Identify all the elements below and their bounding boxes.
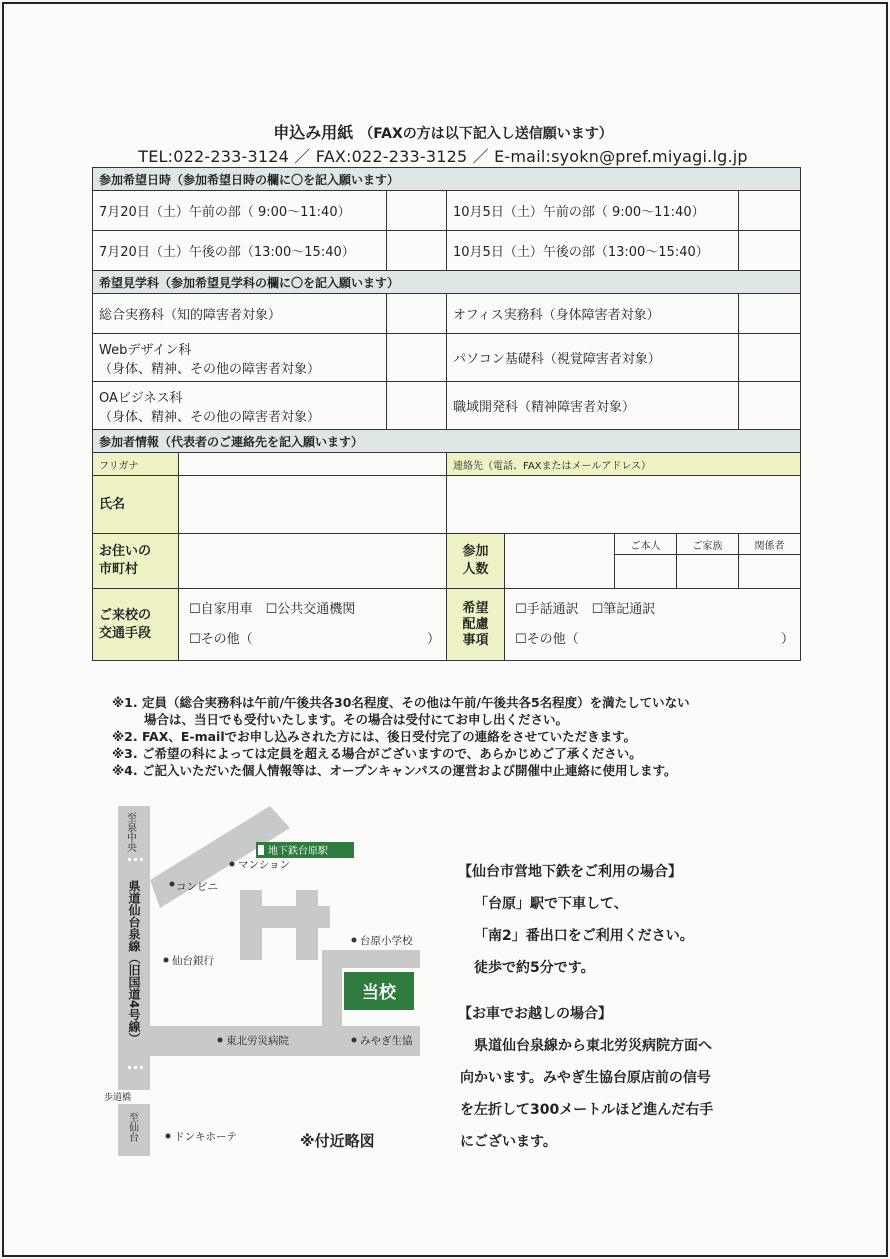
close-paren: ） (426, 631, 440, 647)
note-item: ※3. ご希望の科によっては定員を超える場合がございますので、あらかじめご了承ください。 (112, 746, 642, 761)
course-option (93, 382, 387, 430)
course-checkbox[interactable] (739, 294, 801, 334)
to-sendai-label: 至仙台 (126, 1112, 138, 1142)
map-caption: ※付近略図 (300, 1132, 375, 1150)
course-option (93, 334, 387, 382)
city-label-line: お住いの (99, 544, 152, 559)
accommodation-options[interactable] (505, 589, 801, 661)
date-checkbox[interactable] (739, 191, 801, 231)
city-label (93, 534, 179, 589)
title-note: （FAXの方は以下記入し送信願います） (359, 126, 613, 142)
course-option: 職域開発科（精神障害者対象） (447, 382, 739, 430)
count-family-field[interactable] (677, 555, 739, 589)
accommodation-other-row[interactable] (515, 625, 794, 655)
city-label-line: 市町村 (99, 562, 139, 577)
course-name: Webデザイン科 (99, 342, 192, 358)
date-checkbox[interactable] (387, 231, 447, 271)
accom-label-line: 事項 (462, 632, 489, 648)
course-option: オフィス実務科（身体障害者対象） (447, 294, 739, 334)
furigana-field[interactable] (179, 453, 447, 476)
subway-line: 「台原」駅で下車して、 (474, 896, 628, 912)
date-option: 10月5日（土）午後の部（13:00～15:40） (447, 231, 739, 271)
transport-label-line: 交通手段 (99, 625, 152, 641)
course-target: （身体、精神、その他の障害者対象） (99, 409, 321, 425)
date-checkbox[interactable] (739, 231, 801, 271)
transport-label (93, 589, 179, 661)
course-checkbox[interactable] (387, 294, 447, 334)
contact-info-label: 連絡先（電話、FAXまたはメールアドレス） (447, 453, 801, 476)
city-field[interactable] (179, 534, 447, 589)
car-line: 向かいます。みやぎ生協台原店前の信号 (460, 1070, 711, 1086)
form-title (0, 120, 886, 143)
participant-section-header: 参加者情報（代表者のご連絡先を記入願います） (93, 430, 801, 453)
name-label: 氏名 (93, 476, 179, 534)
close-paren: ） (781, 631, 795, 647)
accommodation-label (447, 589, 505, 661)
course-checkbox[interactable] (739, 334, 801, 382)
date-option: 7月20日（土）午後の部（13:00～15:40） (93, 231, 387, 271)
hospital-label: 東北労災病院 (226, 1035, 289, 1047)
accommodation-other-option[interactable]: ☐その他（ (515, 631, 579, 647)
to-izumi-label: 至泉中央 (124, 812, 136, 852)
course-option: 総合実務科（知的障害者対象） (93, 294, 387, 334)
side-road (240, 906, 330, 928)
count-col-related: 関係者 (739, 534, 801, 555)
subway-heading: 【仙台市営地下鉄をご利用の場合】 (458, 864, 682, 880)
donki-label: ドンキホーテ (174, 1131, 237, 1143)
name-field[interactable] (179, 476, 447, 534)
title-text: 申込み用紙 (273, 123, 354, 142)
route-label: 県道仙台泉線（旧国道4号線） (127, 880, 141, 1045)
count-label-line: 人数 (462, 562, 489, 577)
course-checkbox[interactable] (739, 382, 801, 430)
station-icon (258, 845, 264, 855)
count-col-self: ご本人 (615, 534, 677, 555)
note-item: ※2. FAX、E-mailでお申し込みされた方には、後日受付完了の連絡をさせていただきます。 (112, 729, 637, 744)
car-line: にございます。 (460, 1134, 557, 1150)
count-label-line: 参加 (462, 544, 489, 559)
subway-line: 「南2」番出口をご利用ください。 (474, 928, 694, 944)
transport-label-line: ご来校の (99, 607, 152, 623)
dates-section-header: 参加希望日時（参加希望日時の欄に〇を記入願います） (93, 168, 801, 191)
school-road (342, 950, 420, 968)
course-target: （身体、精神、その他の障害者対象） (99, 361, 321, 377)
notes (112, 694, 690, 779)
note-item: ※4. ご記入いただいた個人情報等は、オープンキャンパスの運営および開催中止連絡に使用します。 (112, 763, 677, 778)
elementary-school-label: 台原小学校 (360, 935, 413, 947)
transport-option-row[interactable]: ☐自家用車 ☐公共交通機関 (189, 601, 356, 617)
date-option: 10月5日（土）午前の部（ 9:00～11:40） (447, 191, 739, 231)
car-heading: 【お車でお越しの場合】 (458, 1006, 612, 1022)
count-related-field[interactable] (739, 555, 801, 589)
participant-count-label (447, 534, 505, 589)
course-checkbox[interactable] (387, 382, 447, 430)
courses-section-header: 希望見学科（参加希望見学科の欄に〇を記入願います） (93, 271, 801, 294)
furigana-label: フリガナ (93, 453, 179, 476)
mansion-label: マンション (238, 859, 291, 871)
car-line: を左折して300メートルほど進んだ右手 (460, 1102, 714, 1118)
our-school-label: 当校 (362, 983, 396, 1003)
note-item: ※1. 定員（総合実務科は午前/午後共各30名程度、その他は午前/午後共各5名程度）を満たしていない (112, 695, 690, 710)
count-col-family: ご家族 (677, 534, 739, 555)
accom-label-line: 配慮 (462, 616, 489, 632)
transport-other-option[interactable]: ☐その他（ (189, 631, 253, 647)
count-self-field[interactable] (615, 555, 677, 589)
count-blank (505, 534, 615, 589)
car-line: 県道仙台泉線から東北労災病院方面へ (474, 1038, 712, 1054)
bank-label: 仙台銀行 (172, 955, 214, 967)
application-form (92, 167, 801, 661)
directions (460, 856, 713, 1158)
footbridge-label: 歩道橋 (104, 1093, 132, 1103)
course-option: パソコン基礎科（視覚障害者対象） (447, 334, 739, 382)
school-road (322, 950, 342, 1030)
note-item: 場合は、当日でも受付いたします。その場合は受付にてお申し出ください。 (144, 712, 569, 727)
access-map (100, 800, 430, 1160)
transport-options[interactable] (179, 589, 447, 661)
transport-other-row[interactable] (189, 625, 440, 655)
date-option: 7月20日（土）午前の部（ 9:00～11:40） (93, 191, 387, 231)
contact-line: TEL:022-233-3124 ／ FAX:022-233-3125 ／ E-mail:syokn@pref.miyagi.lg.jp (138, 147, 748, 166)
course-checkbox[interactable] (387, 334, 447, 382)
konbini-label: コンビニ (176, 881, 218, 893)
contact-info-field[interactable] (447, 476, 801, 534)
station-label: 地下鉄台原駅 (268, 846, 328, 857)
course-name: OAビジネス科 (99, 390, 183, 406)
accommodation-option-row[interactable]: ☐手話通訳 ☐筆記通訳 (515, 601, 656, 617)
accom-label-line: 希望 (462, 600, 489, 616)
coop-label: みやぎ生協 (360, 1035, 413, 1047)
date-checkbox[interactable] (387, 191, 447, 231)
subway-line: 徒歩で約5分です。 (474, 960, 595, 976)
